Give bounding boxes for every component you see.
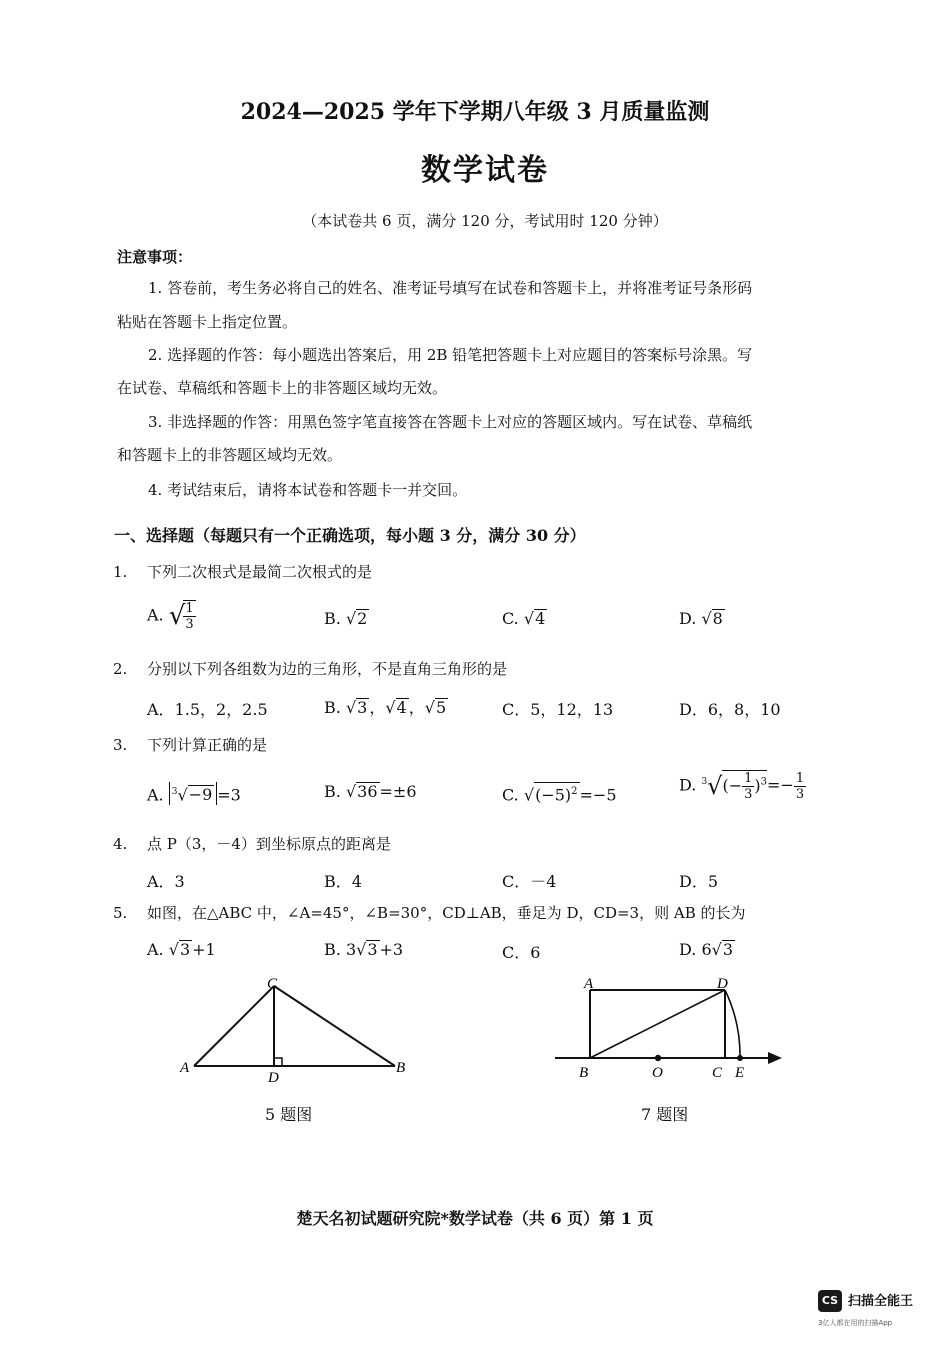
page-footer: 楚天名初试题研究院*数学试卷（共 6 页）第 1 页 (296, 1209, 654, 1228)
figure-5-caption: 5 题图 (265, 1105, 313, 1124)
q3-number: 3. (113, 736, 128, 754)
fig5-right-angle-mark (274, 1058, 282, 1066)
scanner-logo-icon: CS (818, 1290, 842, 1312)
q5-option-d: D. 6√3 (679, 940, 734, 959)
notice-item-3-line2: 和答题卡上的非答题区域均无效。 (117, 446, 343, 464)
q4-option-c: C．－4 (502, 872, 557, 891)
exam-title: 2024—2025 学年下学期八年级 3 月质量监测 (240, 99, 710, 125)
notice-item-1-line2: 粘贴在答题卡上指定位置。 (117, 313, 298, 331)
q1-option-d: D. √8 (679, 609, 723, 628)
q5-stem: 如图，在△ABC 中，∠A=45°，∠B=30°，CD⊥AB，垂足为 D，CD=3，则 AB 的长为 (147, 904, 746, 922)
scanner-watermark (818, 1288, 938, 1333)
q2-option-a: A．1.5，2，2.5 (147, 700, 268, 719)
fig7-label-d: D (717, 976, 728, 992)
fig5-label-c: C (267, 976, 278, 992)
fig7-arc-de (725, 990, 740, 1058)
q4-option-a: A．3 (147, 872, 185, 891)
fig7-label-b: B (579, 1065, 589, 1081)
q3-option-d: D. $^3$√(− $\frac{1}{3}$ )$^3$=− $\frac{1}{3}$ (679, 770, 805, 802)
q2-option-d: D．6，8，10 (679, 700, 781, 719)
q1-option-c: C. √4 (502, 609, 546, 628)
scanner-tagline: 3亿人都在用的扫描App (818, 1319, 893, 1327)
q2-option-b: B. √3 ，√4 ，√5 (324, 698, 447, 717)
q4-number: 4. (113, 835, 128, 853)
q5-option-b: B. 3√3 +3 (324, 940, 404, 959)
notice-item-1-line1: 1. 答卷前，考生务必将自己的姓名、准考证号填写在试卷和答题卡上，并将准考证号条形码 (148, 279, 753, 297)
notice-item-3-line1: 3. 非选择题的作答：用黑色签字笔直接答在答题卡上对应的答题区域内。写在试卷、草稿纸 (148, 413, 753, 431)
subject-title: 数学试卷 (421, 153, 549, 188)
fig7-label-e: E (735, 1065, 745, 1081)
figure-5-triangle (170, 970, 420, 1085)
figure-7-number-line (550, 970, 790, 1085)
q5-option-c: C．6 (502, 943, 541, 962)
fig7-label-o: O (652, 1065, 663, 1081)
q3-option-a: A. $^3$√−9 =3 (147, 782, 241, 805)
fig7-label-c: C (712, 1065, 723, 1081)
q3-option-c: C. $√(-5)^2 =-5$ (502, 782, 617, 804)
q2-stem: 分别以下列各组数为边的三角形，不是直角三角形的是 (147, 660, 508, 678)
fig7-axis-arrow (768, 1052, 782, 1064)
figure-7-caption: 7 题图 (641, 1105, 689, 1124)
q5-number: 5. (113, 904, 128, 922)
q5-option-a: A. √3 +1 (147, 940, 216, 959)
q3-stem: 下列计算正确的是 (147, 736, 268, 754)
fig7-origin-dot (655, 1055, 661, 1061)
fig7-label-a: A (584, 976, 594, 992)
notice-item-4: 4. 考试结束后，请将本试卷和答题卡一并交回。 (148, 481, 468, 499)
notice-item-2-line2: 在试卷、草稿纸和答题卡上的非答题区域均无效。 (117, 379, 448, 397)
fig5-side-cb (274, 986, 395, 1066)
q1-option-b: B. √2 (324, 609, 368, 628)
notice-heading: 注意事项： (117, 248, 193, 266)
fig7-diagonal-bd (590, 990, 725, 1058)
q1-option-a: A. √ $\frac{1}{3}$ (147, 601, 194, 632)
fig5-label-b: B (396, 1060, 406, 1076)
q2-option-c: C．5，12，13 (502, 700, 614, 719)
section-heading: 一、选择题（每题只有一个正确选项，每小题 3 分，满分 30 分） (114, 526, 586, 545)
q4-option-b: B．4 (324, 872, 362, 891)
q2-number: 2. (113, 660, 128, 678)
fig5-label-a: A (180, 1060, 190, 1076)
exam-info-note: （本试卷共 6 页，满分 120 分，考试用时 120 分钟） (302, 212, 668, 230)
q3-option-b: B. √36 =±6 (324, 782, 417, 801)
q4-stem: 点 P（3，－4）到坐标原点的距离是 (147, 835, 391, 853)
fig7-point-e-dot (737, 1055, 743, 1061)
fig5-side-ac (194, 986, 274, 1066)
q1-number: 1. (113, 563, 128, 581)
q1-stem: 下列二次根式是最简二次根式的是 (147, 563, 373, 581)
fig5-label-d: D (268, 1070, 279, 1085)
q4-option-d: D．5 (679, 872, 719, 891)
notice-item-2-line1: 2. 选择题的作答：每小题选出答案后，用 2B 铅笔把答题卡上对应题目的答案标号涂黑。写 (148, 346, 753, 364)
scanner-app-name: 扫描全能王 (848, 1294, 914, 1309)
